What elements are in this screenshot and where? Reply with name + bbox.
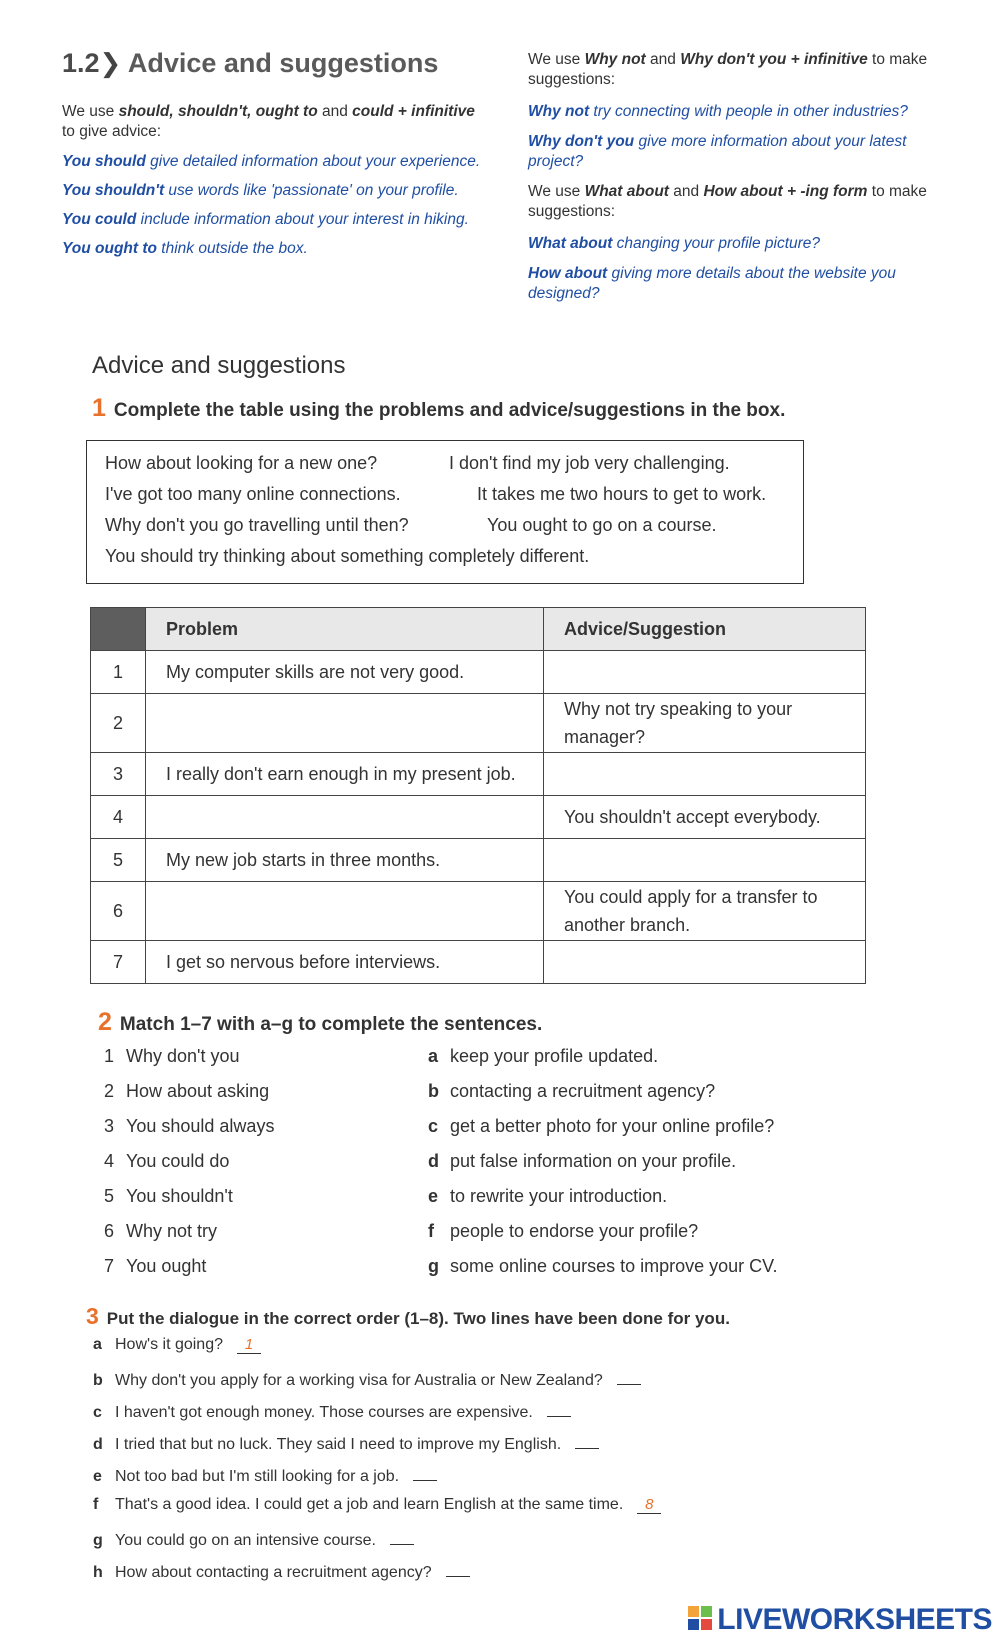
match-left-item: 4 You could do bbox=[104, 1151, 230, 1171]
match-right-item[interactable]: e to rewrite your introduction. bbox=[428, 1186, 668, 1206]
answer-blank[interactable] bbox=[547, 1400, 571, 1417]
answer-blank[interactable] bbox=[617, 1368, 641, 1385]
problem-cell: I really don't earn enough in my present job. bbox=[146, 753, 544, 796]
dialogue-line: f That's a good idea. I could get a job and learn English at the same time. 8 bbox=[93, 1496, 661, 1514]
right-example-2: Why don't you give more information about your latest project? bbox=[528, 133, 907, 170]
table-row bbox=[91, 694, 866, 753]
table-row bbox=[91, 941, 866, 984]
problem-cell-blank[interactable] bbox=[146, 882, 544, 941]
row-number: 7 bbox=[91, 941, 146, 984]
left-example-2: You shouldn't use words like 'passionate' on your profile. bbox=[62, 182, 459, 199]
exercises-heading: Advice and suggestions bbox=[92, 352, 346, 379]
advice-cell-blank[interactable] bbox=[544, 941, 866, 984]
grammar-intro-right-2: We use What about and How about + -ing form to make suggestions: bbox=[528, 183, 927, 220]
ex3-instruction: 3 Put the dialogue in the correct order (1–8). Two lines have been done for you. bbox=[86, 1303, 730, 1329]
advice-cell: You could apply for a transfer to another branch. bbox=[544, 882, 866, 941]
column-header-advice: Advice/Suggestion bbox=[544, 608, 866, 651]
table-row bbox=[91, 796, 866, 839]
dialogue-line: a How's it going? 1 bbox=[93, 1336, 261, 1354]
row-number: 1 bbox=[91, 651, 146, 694]
row-number: 2 bbox=[91, 694, 146, 753]
problem-cell: My computer skills are not very good. bbox=[146, 651, 544, 694]
phrase: I don't find my job very challenging. bbox=[449, 453, 730, 473]
dialogue-line: h How about contacting a recruitment agency? bbox=[93, 1560, 470, 1582]
match-left-item: 2 How about asking bbox=[104, 1081, 270, 1101]
dialogue-line: g You could go on an intensive course. bbox=[93, 1528, 414, 1550]
row-number: 6 bbox=[91, 882, 146, 941]
grammar-intro-left: We use should, shouldn't, ought to and could + infinitive to give advice: bbox=[62, 103, 475, 140]
table-row bbox=[91, 839, 866, 882]
right-example-1: Why not try connecting with people in other industries? bbox=[528, 103, 908, 120]
match-right-item[interactable]: b contacting a recruitment agency? bbox=[428, 1081, 716, 1101]
advice-cell-blank[interactable] bbox=[544, 753, 866, 796]
phrase: You should try thinking about something completely different. bbox=[105, 546, 590, 566]
dialogue-line: c I haven't got enough money. Those courses are expensive. bbox=[93, 1400, 571, 1422]
right-example-3: What about changing your profile picture? bbox=[528, 235, 821, 252]
match-right-item[interactable]: c get a better photo for your online profile? bbox=[428, 1116, 775, 1136]
liveworksheets-logo: LIVEWORKSHEETS bbox=[688, 1603, 992, 1637]
match-right-item[interactable]: f people to endorse your profile? bbox=[428, 1221, 699, 1241]
table-row bbox=[91, 882, 866, 941]
left-example-4: You ought to think outside the box. bbox=[62, 240, 308, 257]
problem-cell-blank[interactable] bbox=[146, 796, 544, 839]
phrase: It takes me two hours to get to work. bbox=[477, 484, 767, 504]
advice-cell-blank[interactable] bbox=[544, 651, 866, 694]
advice-cell: Why not try speaking to your manager? bbox=[544, 694, 866, 753]
left-example-1: You should give detailed information about your experience. bbox=[62, 153, 481, 170]
problem-cell: I get so nervous before interviews. bbox=[146, 941, 544, 984]
problem-advice-table bbox=[90, 607, 866, 984]
match-left-item: 3 You should always bbox=[104, 1116, 275, 1136]
dialogue-line: b Why don't you apply for a working visa for Australia or New Zealand? bbox=[93, 1368, 641, 1390]
table-row bbox=[91, 753, 866, 796]
chevron-right-icon: ❯ bbox=[99, 48, 122, 78]
phrase-box bbox=[86, 440, 804, 584]
answer-blank[interactable] bbox=[446, 1560, 470, 1577]
liveworksheets-icon bbox=[688, 1606, 714, 1632]
table-header-row bbox=[91, 608, 866, 651]
match-left-item: 6 Why not try bbox=[104, 1221, 218, 1241]
right-example-4: How about giving more details about the website you designed? bbox=[528, 265, 896, 302]
row-number: 5 bbox=[91, 839, 146, 882]
match-left-item: 1 Why don't you bbox=[104, 1046, 240, 1066]
phrase: Why don't you go travelling until then? bbox=[105, 515, 409, 535]
left-example-3: You could include information about your interest in hiking. bbox=[62, 211, 469, 228]
answer-blank[interactable]: 8 bbox=[637, 1497, 661, 1514]
advice-cell-blank[interactable] bbox=[544, 839, 866, 882]
section-title: 1.2❯ Advice and suggestions bbox=[62, 48, 439, 78]
ex1-instruction: 1 Complete the table using the problems and advice/suggestions in the box. bbox=[92, 394, 786, 422]
match-right-item[interactable]: g some online courses to improve your CV. bbox=[428, 1256, 778, 1276]
match-left-item: 5 You shouldn't bbox=[104, 1186, 233, 1206]
match-left-item: 7 You ought bbox=[104, 1256, 207, 1276]
phrase: I've got too many online connections. bbox=[105, 484, 401, 504]
row-number: 4 bbox=[91, 796, 146, 839]
dialogue-line: d I tried that but no luck. They said I need to improve my English. bbox=[93, 1432, 599, 1454]
ex2-instruction: 2 Match 1–7 with a–g to complete the sentences. bbox=[98, 1008, 543, 1036]
match-right-item[interactable]: a keep your profile updated. bbox=[428, 1046, 659, 1066]
problem-cell-blank[interactable] bbox=[146, 694, 544, 753]
phrase: You ought to go on a course. bbox=[487, 515, 717, 535]
advice-cell: You shouldn't accept everybody. bbox=[544, 796, 866, 839]
answer-blank[interactable] bbox=[413, 1464, 437, 1481]
phrase: How about looking for a new one? bbox=[105, 453, 378, 473]
answer-blank[interactable] bbox=[390, 1528, 414, 1545]
answer-blank[interactable]: 1 bbox=[237, 1337, 261, 1354]
table-row bbox=[91, 651, 866, 694]
column-header-problem: Problem bbox=[146, 608, 544, 651]
grammar-intro-right-1: We use Why not and Why don't you + infinitive to make suggestions: bbox=[528, 51, 928, 88]
answer-blank[interactable] bbox=[575, 1432, 599, 1449]
row-number: 3 bbox=[91, 753, 146, 796]
table-corner bbox=[91, 608, 146, 651]
dialogue-line: e Not too bad but I'm still looking for a job. bbox=[93, 1464, 437, 1486]
match-right-item[interactable]: d put false information on your profile. bbox=[428, 1151, 737, 1171]
problem-cell: My new job starts in three months. bbox=[146, 839, 544, 882]
